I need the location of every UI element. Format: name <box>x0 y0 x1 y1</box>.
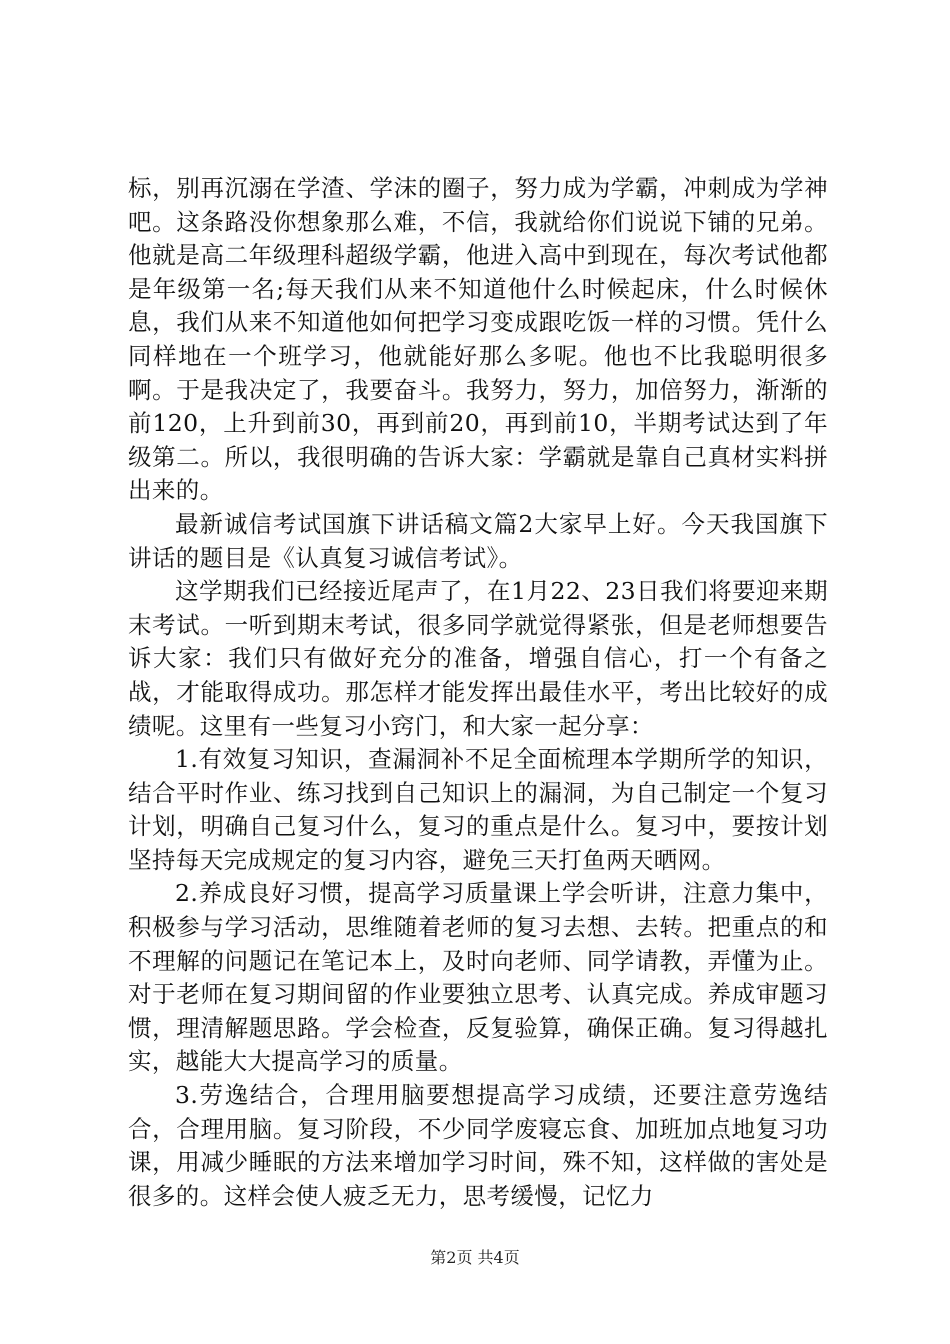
paragraph-3: 这学期我们已经接近尾声了，在1月22、23日我们将要迎来期末考试。一听到期末考试，很多同学就觉得紧张，但是老师想要告诉大家：我们只有做好充分的准备，增强自信心，打一个有备之战，才能取得成功。那怎样才能发挥出最佳水平，考出比较好的成绩呢。这里有一些复习小窍门，和大家一起分享： <box>128 577 828 740</box>
document-body <box>128 172 828 1213</box>
paragraph-2: 最新诚信考试国旗下讲话稿文篇2大家早上好。今天我国旗下讲话的题目是《认真复习诚信考试》。 <box>128 509 828 572</box>
paragraph-4: 1.有效复习知识，查漏洞补不足全面梳理本学期所学的知识，结合平时作业、练习找到自己知识上的漏洞，为自己制定一个复习计划，明确自己复习什么，复习的重点是什么。复习中，要按计划坚持每天完成规定的复习内容，避免三天打鱼两天晒网。 <box>128 745 828 874</box>
page-number-footer: 第2页 共4页 <box>430 1248 520 1267</box>
paragraph-6: 3.劳逸结合，合理用脑要想提高学习成绩，还要注意劳逸结合，合理用脑。复习阶段，不少同学废寝忘食、加班加点地复习功课，用减少睡眠的方法来增加学习时间，殊不知，这样做的害处是很多的。这样会使人疲乏无力，思考缓慢，记忆力 <box>128 1081 828 1210</box>
paragraph-5: 2.养成良好习惯，提高学习质量课上学会听讲，注意力集中，积极参与学习活动，思维随着老师的复习去想、去转。把重点的和不理解的问题记在笔记本上，及时向老师、同学请教，弄懂为止。对于老师在复习期间留的作业要独立思考、认真完成。养成审题习惯，理清解题思路。学会检查，反复验算，确保正确。复习得越扎实，越能大大提高学习的质量。 <box>128 879 828 1076</box>
paragraph-1: 标，别再沉溺在学渣、学沫的圈子，努力成为学霸，冲刺成为学神吧。这条路没你想象那么难，不信，我就给你们说说下铺的兄弟。他就是高二年级理科超级学霸，他进入高中到现在，每次考试他都是年级第一名;每天我们从来不知道他什么时候起床，什么时候休息，我们从来不知道他如何把学习变成跟吃饭一样的习惯。凭什么同样地在一个班学习，他就能好那么多呢。他也不比我聪明很多啊。于是我决定了，我要奋斗。我努力，努力，加倍努力，渐渐的前120，上升到前30，再到前20，再到前10，半期考试达到了年级第二。所以，我很明确的告诉大家：学霸就是靠自己真材实料拼出来的。 <box>128 174 828 505</box>
